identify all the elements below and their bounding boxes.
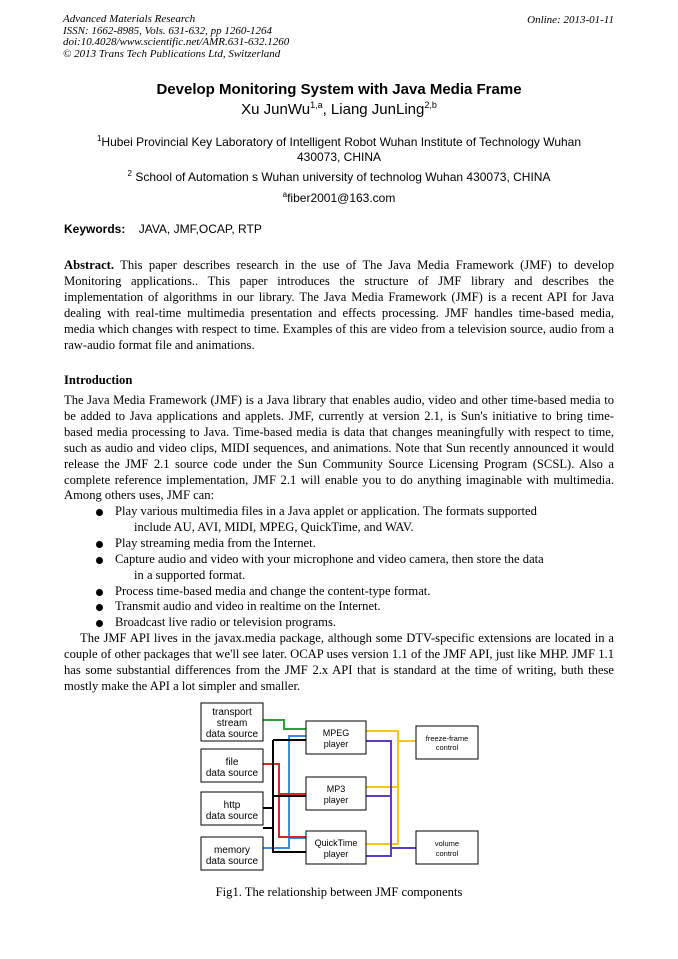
source-label: data source (205, 768, 259, 779)
email-line (64, 187, 614, 206)
source-label: data source (205, 856, 259, 867)
doi-line: doi:10.4028/www.scientific.net/AMR.631-632.1260 (63, 36, 290, 49)
control-label: control (435, 849, 459, 858)
affiliation-2 (64, 166, 614, 185)
author-1-sup: 1,a (310, 100, 323, 110)
list-item: Capture audio and video with your microphone and video camera, then store the data in a supported format. (96, 552, 616, 584)
list-item: Play streaming media from the Internet. (96, 536, 616, 552)
affiliation-2-sup: 2 (127, 169, 132, 178)
jmf-components-diagram (190, 700, 490, 880)
email: fiber2001@163.com (287, 191, 396, 205)
online-date: Online: 2013-01-11 (527, 14, 614, 26)
keywords (64, 222, 262, 236)
author-separator: , (322, 101, 331, 118)
red-connector (263, 764, 306, 837)
author-1: Xu JunWu (241, 101, 311, 118)
list-item: Play various multimedia files in a Java applet or application. The formats supported include AU, AVI, MIDI, MPEG, QuickTime, and WAV. (96, 504, 616, 536)
source-label: http (223, 800, 241, 811)
abstract-text: This paper describes research in the use of The Java Media Framework (JMF) to develop Monitoring applications.. This paper introduces the structure of JMF library and describes the implementation of algorithms in our library. The Java Media Framework (JMF) is a recent API for Java dealing with real-time multimedia presentation and effects processing. JMF handles time-based media, media which changes with respect to time. Examples of this are video from a television source, audio from a raw-audio format file and animations. (64, 258, 614, 352)
green-connector (263, 720, 306, 729)
introduction-heading: Introduction (64, 373, 133, 387)
bullet-icon (96, 557, 103, 564)
purple-connector (366, 741, 416, 856)
journal-name: Advanced Materials Research (63, 13, 196, 25)
intro-paragraph-1: The Java Media Framework (JMF) is a Java library that enables audio, video and other time-based media to be added to Java applications and applets. JMF, currently at version 2.1, is Sun's initiative to bring time-based media processing to Java. Time-based media is data that changes meaningfully with respect to time, such as audio and video clips, MIDI sequences, and animations. Note that Sun recently announced it would release the JMF 2.1 source code under the Sun Community Source Licensing Program (SCSL). Also a complete reference implementation, JMF 2.1 will enable you to do anything imaginable with multimedia. Among others uses, JMF can: (64, 393, 614, 503)
copyright-line: © 2013 Trans Tech Publications Ltd, Switzerland (63, 47, 281, 60)
source-label: data source (205, 729, 259, 740)
control-label: volume (434, 839, 460, 848)
abstract (64, 258, 614, 353)
source-label: data source (205, 811, 259, 822)
author-2-sup: 2,b (424, 100, 437, 110)
bullet-icon (96, 509, 103, 516)
source-label: stream (216, 718, 248, 729)
email-sup: a (282, 190, 288, 199)
capabilities-list (96, 504, 616, 631)
black-connector (263, 740, 306, 852)
source-label: transport (212, 707, 252, 718)
affiliation-1 (64, 131, 614, 165)
player-label: MP3 (326, 784, 346, 794)
figure-caption: Fig1. The relationship between JMF components (215, 885, 463, 899)
author-2: Liang JunLing (330, 101, 425, 118)
blue-connector (263, 736, 306, 848)
keywords-value: JAVA, JMF,OCAP, RTP (138, 222, 262, 236)
control-label: freeze-frame (425, 734, 469, 743)
abstract-label: Abstract. (64, 258, 115, 272)
affiliation-1-line1: Hubei Provincial Key Laboratory of Intelligent Robot Wuhan Institute of Technology Wuhan (101, 135, 582, 149)
intro-paragraph-2: The JMF API lives in the javax.media package, although some DTV-specific extensions are located in a couple of other packages that we'll see later. OCAP uses version 1.1 of the JMF API, just like MHP. JMF 1.1 has some substantial differences from the JMF 2.x API that is standard at the time of writing, buth these mostly make the API a lot simpler and smaller. (64, 631, 614, 693)
affiliation-1-sup: 1 (96, 134, 102, 143)
player-label: MPEG (322, 728, 350, 738)
journal-header (63, 14, 289, 60)
bullet-icon (96, 589, 103, 596)
bullet-icon (96, 541, 103, 548)
paper-title: Develop Monitoring System with Java Media Frame (156, 81, 522, 98)
bullet-icon (96, 604, 103, 611)
player-label: player (323, 849, 349, 859)
list-item: Process time-based media and change the content-type format. (96, 584, 616, 600)
source-label: memory (213, 845, 251, 856)
control-label: control (435, 743, 459, 752)
affiliation-2-text: School of Automation s Wuhan university of technolog Wuhan 430073, CHINA (131, 170, 551, 184)
bullet-icon (96, 620, 103, 627)
source-label: file (225, 757, 239, 768)
player-label: QuickTime (314, 838, 358, 848)
list-item: Broadcast live radio or television programs. (96, 615, 616, 631)
affiliation-1-line2: 430073, CHINA (296, 150, 382, 164)
author-line (0, 100, 678, 118)
list-item: Transmit audio and video in realtime on the Internet. (96, 599, 616, 615)
keywords-label: Keywords: (64, 222, 126, 236)
player-label: player (323, 795, 349, 805)
issn-line: ISSN: 1662-8985, Vols. 631-632, pp 1260-1264 (63, 24, 272, 37)
player-label: player (323, 739, 349, 749)
